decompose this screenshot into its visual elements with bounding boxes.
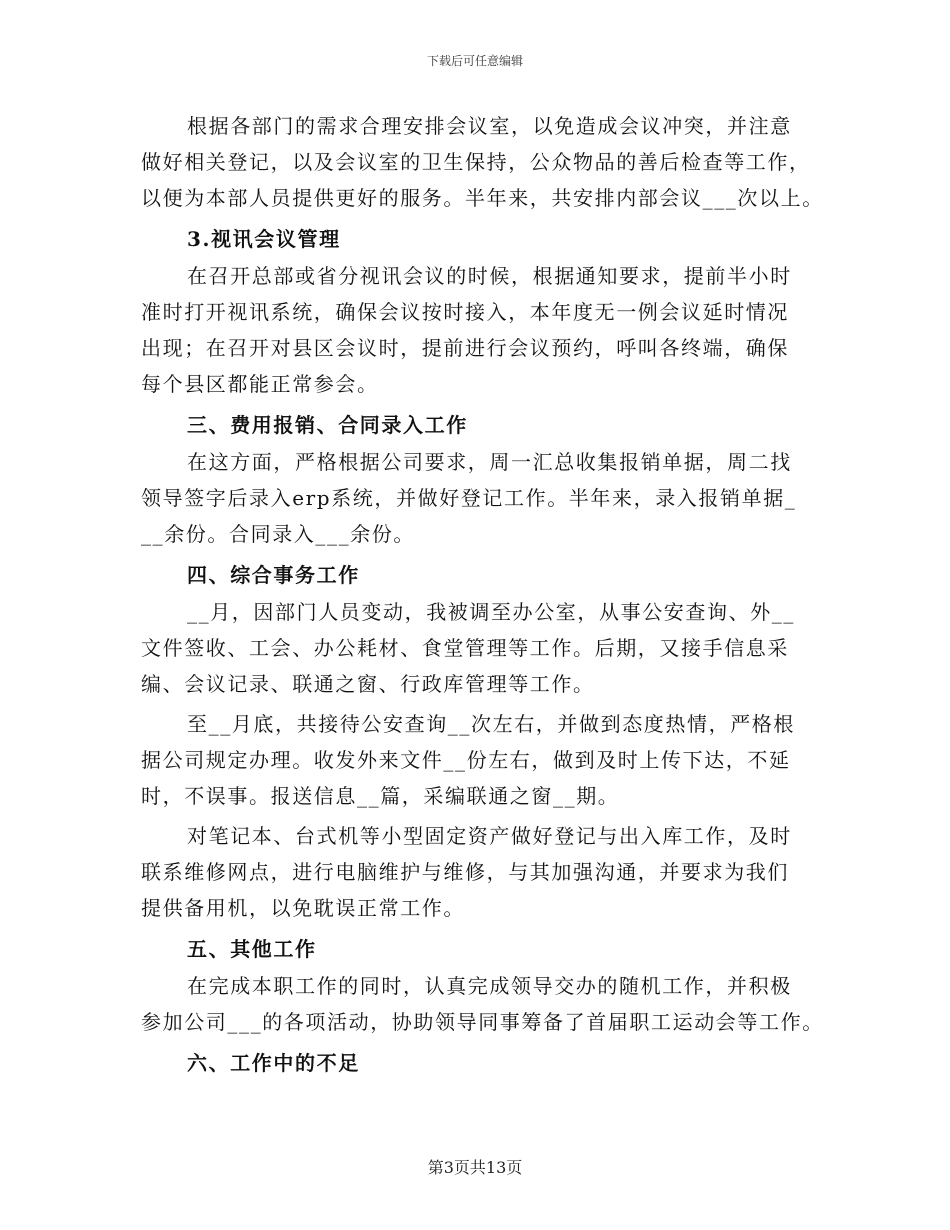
paragraph-line: 参加公司___的各项活动，协助领导同事筹备了首届职工运动会等工作。 bbox=[141, 1010, 824, 1034]
section-heading: 三、费用报销、合同录入工作 bbox=[187, 413, 468, 437]
page-header: 下载后可任意编辑 bbox=[426, 54, 523, 68]
paragraph-line: 编、会议记录、联通之窗、行政库管理等工作。 bbox=[141, 672, 595, 696]
paragraph-line: 时，不误事。报送信息__篇，采编联通之窗__期。 bbox=[141, 784, 620, 808]
paragraph-line: 出现；在召开对县区会议时，提前进行会议预约，呼叫各终端，确保 bbox=[141, 336, 789, 360]
paragraph-line: 每个县区都能正常参会。 bbox=[141, 372, 379, 396]
paragraph-line: 文件签收、工会、办公耗材、食堂管理等工作。后期，又接手信息采 bbox=[141, 636, 789, 660]
paragraph-line: 准时打开视讯系统，确保会议按时接入，本年度无一例会议延时情况 bbox=[141, 300, 789, 324]
paragraph-line: 以便为本部人员提供更好的服务。半年来，共安排内部会议___次以上。 bbox=[141, 186, 824, 210]
document-body bbox=[141, 108, 831, 1082]
paragraph-line: 提供备用机，以免耽误正常工作。 bbox=[141, 896, 465, 920]
paragraph-line: 根据各部门的需求合理安排会议室，以免造成会议冲突，并注意 bbox=[187, 114, 792, 138]
section-heading: 四、综合事务工作 bbox=[187, 563, 360, 587]
paragraph-line: 做好相关登记，以及会议室的卫生保持，公众物品的善后检查等工作， bbox=[141, 150, 811, 174]
paragraph-line: 至__月底，共接待公安查询__次左右，并做到态度热情，严格根 bbox=[187, 712, 795, 736]
paragraph-line: 在这方面，严格根据公司要求，周一汇总收集报销单据，周二找 bbox=[187, 450, 792, 474]
paragraph-line: 领导签字后录入erp系统，并做好登记工作。半年来，录入报销单据_ bbox=[141, 486, 797, 510]
page-number: 第3页共13页 bbox=[427, 1158, 523, 1177]
paragraph-line: 联系维修网点，进行电脑维护与维修，与其加强沟通，并要求为我们 bbox=[141, 860, 789, 884]
paragraph-line: 对笔记本、台式机等小型固定资产做好登记与出入库工作，及时 bbox=[187, 824, 792, 848]
section-heading: 五、其他工作 bbox=[187, 937, 317, 961]
section-heading: 3.视讯会议管理 bbox=[187, 227, 341, 251]
paragraph-line: __月，因部门人员变动，我被调至办公室，从事公安查询、外__ bbox=[187, 600, 795, 624]
section-heading: 六、工作中的不足 bbox=[187, 1051, 360, 1075]
paragraph-line: 在召开总部或省分视讯会议的时候，根据通知要求，提前半小时 bbox=[187, 264, 792, 288]
paragraph-line: 据公司规定办理。收发外来文件__份左右，做到及时上传下达，不延 bbox=[141, 748, 791, 772]
paragraph-line: 在完成本职工作的同时，认真完成领导交办的随机工作，并积极 bbox=[187, 974, 792, 998]
paragraph-line: __余份。合同录入___余份。 bbox=[141, 522, 415, 546]
